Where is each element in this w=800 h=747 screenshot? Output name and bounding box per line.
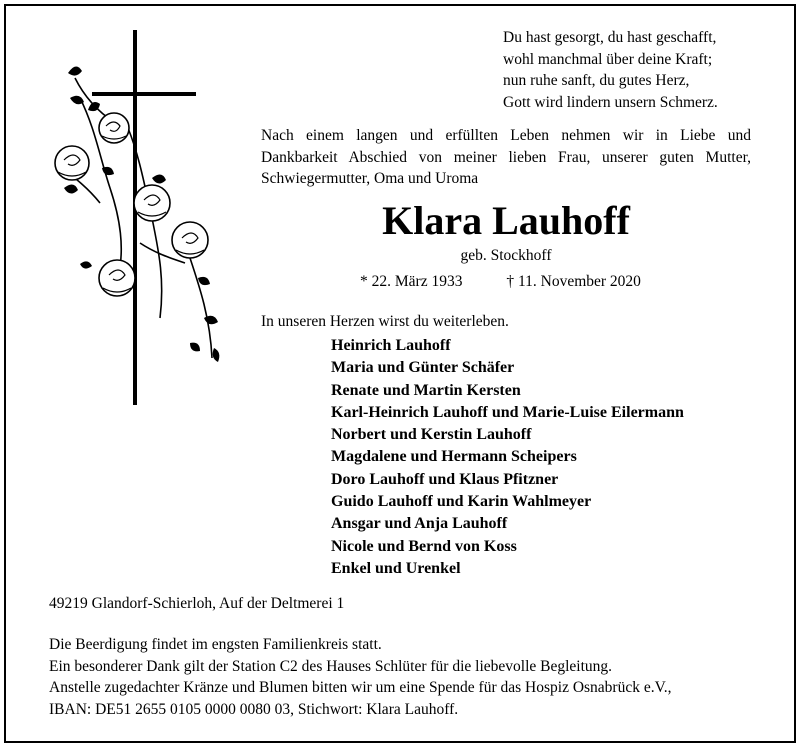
family-member: Guido Lauhoff und Karin Wahlmeyer (331, 493, 592, 511)
poem (503, 27, 718, 113)
birth-date: * 22. März 1933 (360, 273, 463, 290)
family-member: Karl-Heinrich Lauhoff und Marie-Luise Eilermann (331, 403, 684, 421)
family-member: Enkel und Urenkel (331, 559, 461, 577)
note-line: Ein besonderer Dank gilt der Station C2 des Hauses Schlüter für die liebevolle Begleitung. (49, 657, 613, 675)
life-dates (360, 272, 641, 292)
family-member: Magdalene und Hermann Scheipers (331, 448, 577, 466)
poem-line: nun ruhe sanft, du gutes Herz, (503, 72, 690, 89)
address: 49219 Glandorf-Schierloh, Auf der Deltmerei 1 (49, 595, 345, 612)
poem-line: Du hast gesorgt, du hast geschafft, (503, 29, 717, 46)
intro-line: Nach einem langen und erfüllten Leben nehmen wir in Liebe und (261, 127, 751, 144)
note-line: Die Beerdigung findet im engsten Familienkreis statt. (49, 636, 382, 653)
motto: In unseren Herzen wirst du weiterleben. (261, 313, 509, 330)
notes (49, 634, 754, 720)
intro-text (261, 125, 751, 190)
deceased-name: Klara Lauhoff (382, 198, 630, 243)
family-member: Nicole und Bernd von Koss (331, 537, 517, 555)
intro-line: Dankbarkeit Abschied von meiner lieben Frau, unserer guten Mutter, (261, 148, 751, 166)
note-line: IBAN: DE51 2655 0105 0000 0080 03, Stichwort: Klara Lauhoff. (49, 700, 459, 718)
family-list (331, 335, 684, 580)
family-member: Ansgar und Anja Lauhoff (331, 515, 508, 533)
note-line: Anstelle zugedachter Kränze und Blumen bitten wir um eine Spende für das Hospiz Osnabrück e.V., (49, 679, 672, 696)
intro-line: Schwiegermutter, Oma und Uroma (261, 170, 479, 187)
family-member: Renate und Martin Kersten (331, 381, 521, 399)
family-member: Norbert und Kerstin Lauhoff (331, 426, 532, 444)
poem-line: wohl manchmal über deine Kraft; (503, 50, 713, 68)
family-member: Heinrich Lauhoff (331, 337, 451, 354)
death-date: † 11. November 2020 (506, 273, 641, 290)
family-member: Maria und Günter Schäfer (331, 359, 515, 377)
maiden-name: geb. Stockhoff (460, 247, 552, 264)
cross-with-roses-icon (40, 28, 230, 408)
poem-line: Gott wird lindern unsern Schmerz. (503, 93, 718, 111)
family-member: Doro Lauhoff und Klaus Pfitzner (331, 470, 559, 488)
